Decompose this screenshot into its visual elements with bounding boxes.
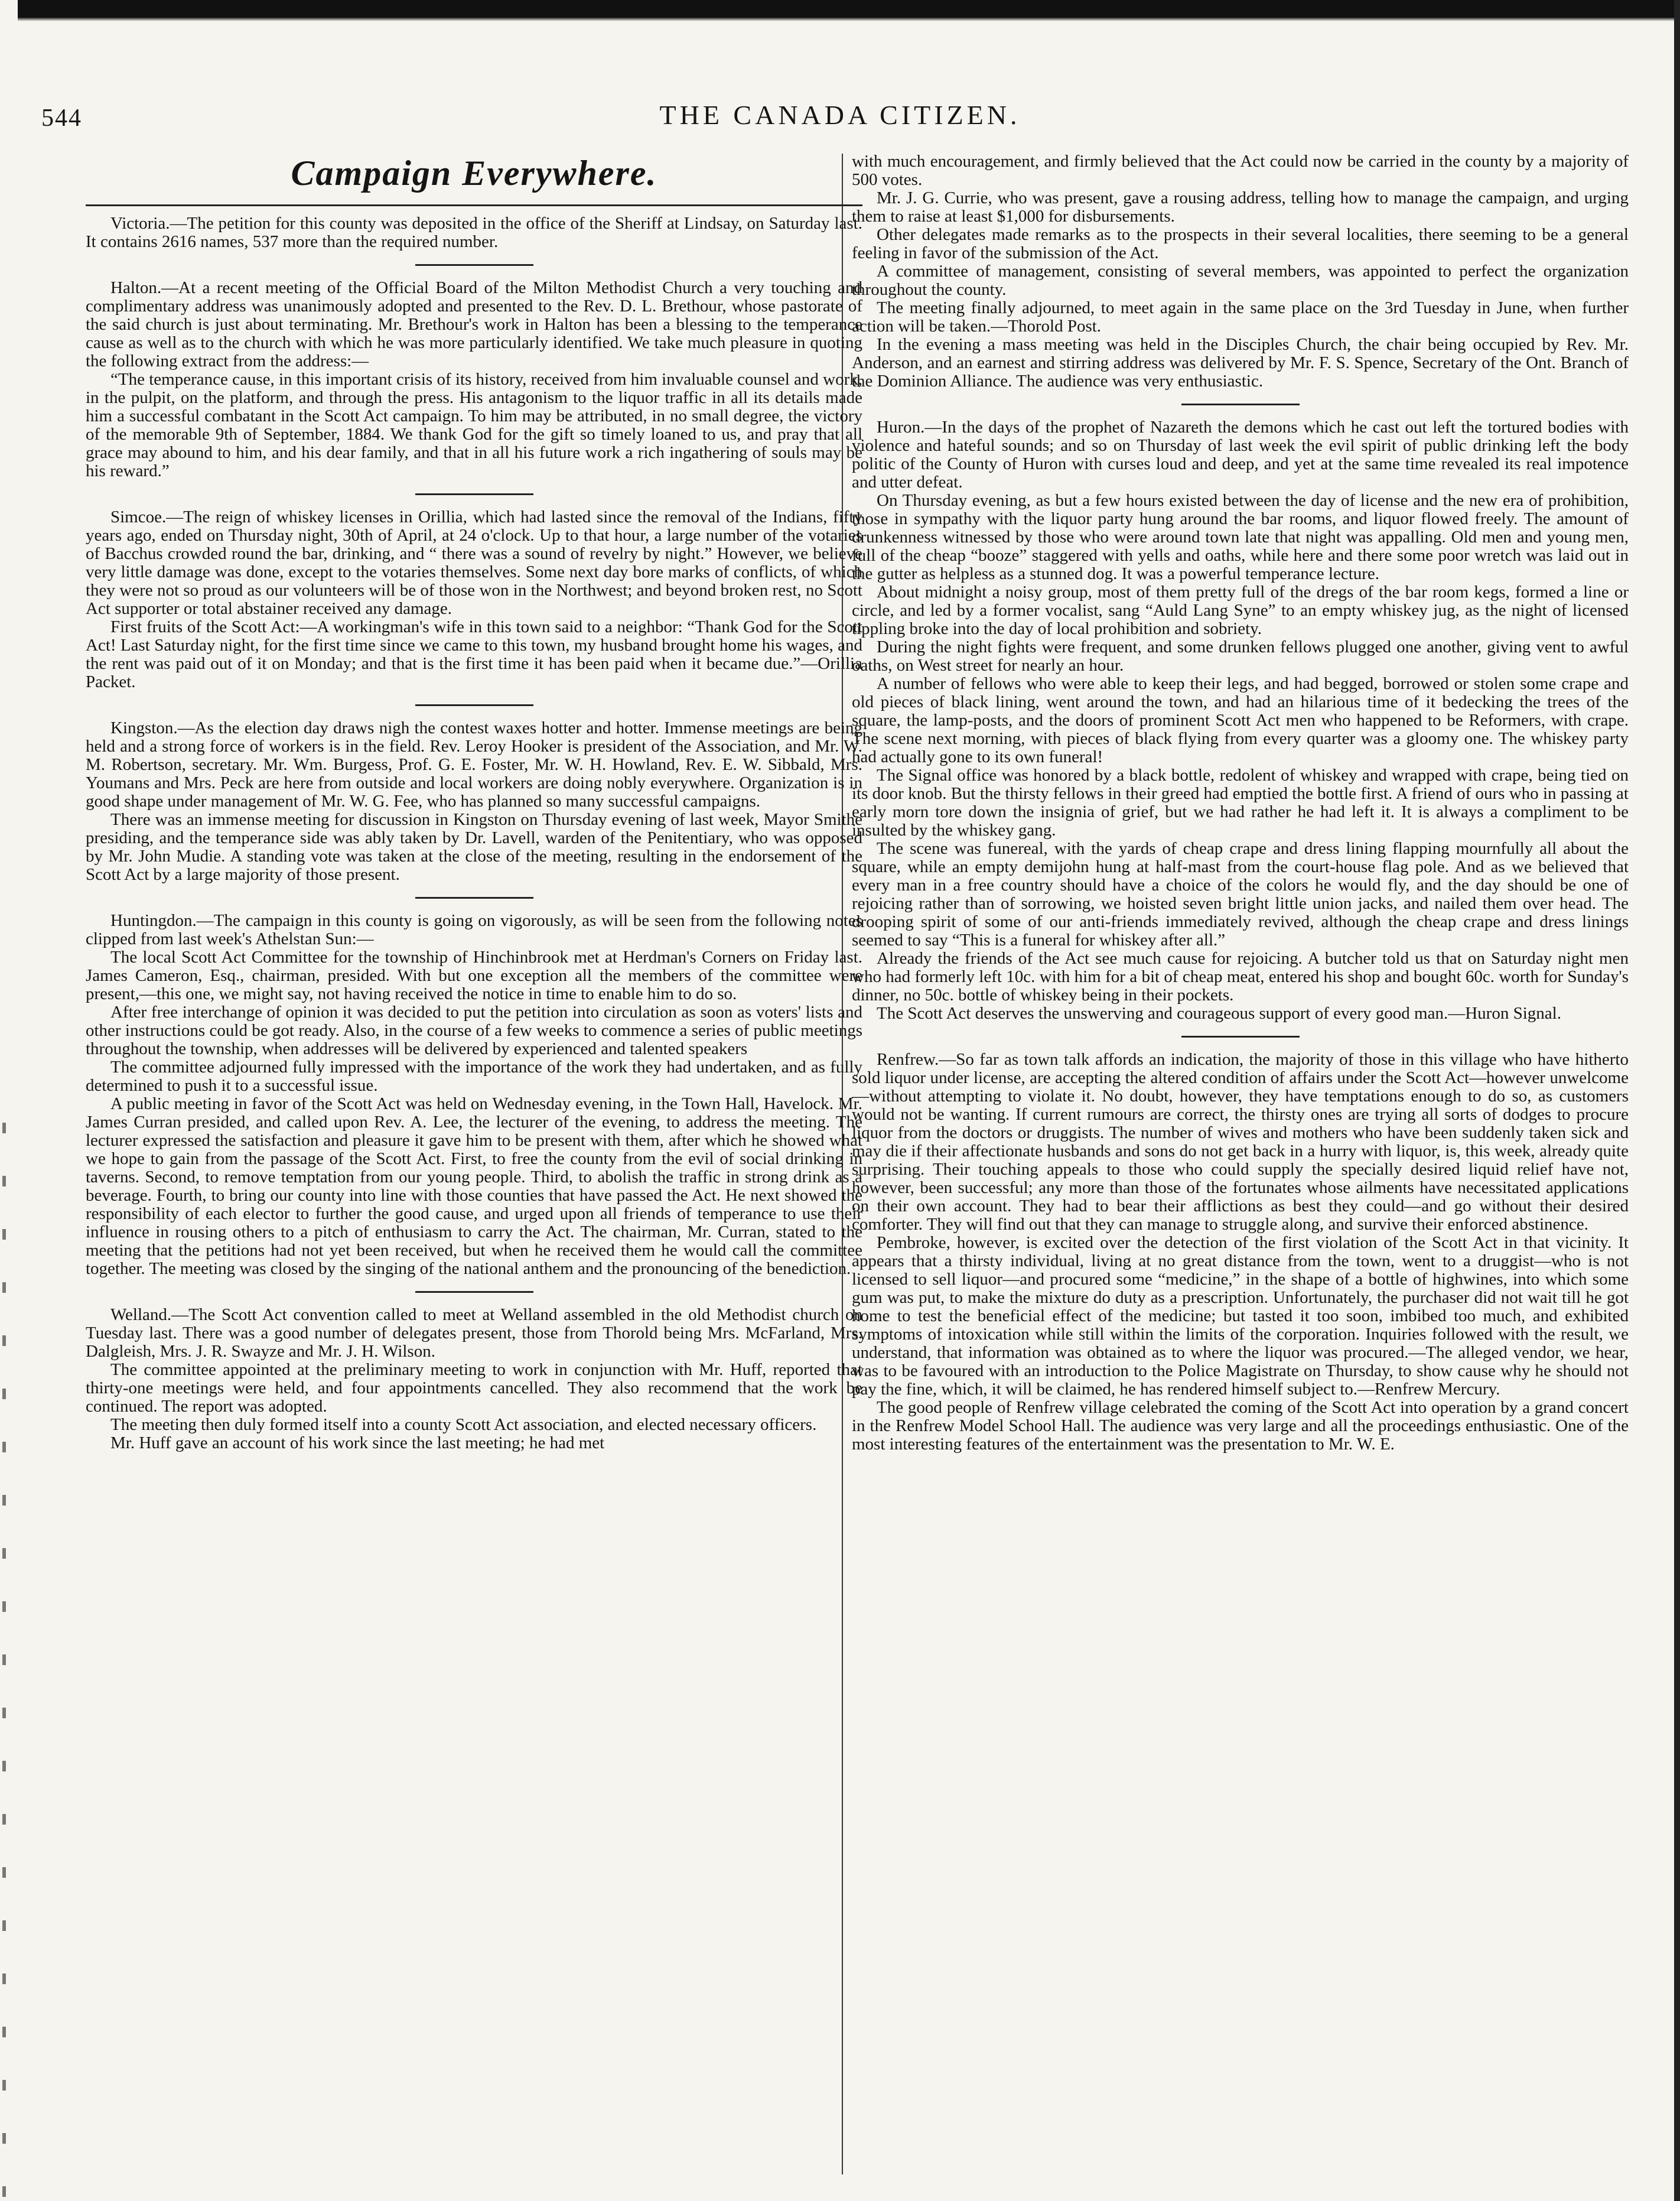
scan-top-border [18, 0, 1680, 18]
section-rule [415, 493, 533, 495]
section-kingston [86, 719, 862, 884]
paragraph: The committee adjourned fully impressed with the importance of the work they had undertaken, and as fully determined to push it to a successful issue. [86, 1058, 862, 1095]
paragraph: First fruits of the Scott Act:—A workingman's wife in this town said to a neighbor: “Thank God for the Scott Act! Last Saturday night, for the first time since we came to this town, my husband brought home his wages, and the rent was paid out of it on Monday; and that is the first time it has been paid when it became due.”—Orillia Packet. [86, 617, 862, 691]
paragraph: The committee appointed at the preliminary meeting to work in conjunction with Mr. Huff, reported that thirty-one meetings were held, and four appointments cancelled. They also recommend that the work be continued. The report was adopted. [86, 1360, 862, 1416]
paragraph: Victoria.—The petition for this county was deposited in the office of the Sheriff at Lindsay, on Saturday last. It contains 2616 names, 537 more than the required number. [86, 214, 862, 251]
paragraph: Simcoe.—The reign of whiskey licenses in Orillia, which had lasted since the removal of the Indians, fifty years ago, ended on Thursday night, 30th of April, at 24 o'clock. Up to that hour, a large number of the votaries of Bacchus crowded round the bar, drinking, and “ there was a sound of revelry by night.” However, we believe very little damage was done, except to the votaries themselves. Some next day bore marks of conflicts, of which they were not so proud as our volunteers will be of those won in the Northwest; and beyond broken rest, no Scott Act supporter or total abstainer received any damage. [86, 508, 862, 618]
section-renfrew [852, 1051, 1629, 1454]
paragraph: After free interchange of opinion it was decided to put the petition into circulation as soon as voters' lists and other instructions could be got ready. Also, in the course of a few weeks to commence a series of public meetings throughout the township, when addresses will be delivered by experienced and talented speakers [86, 1003, 862, 1058]
section-rule [415, 264, 533, 266]
paragraph: A public meeting in favor of the Scott Act was held on Wednesday evening, in the Town Hall, Havelock. Mr. James Curran presided, and called upon Rev. A. Lee, the lecturer of the evening, to address the meeting. The lecturer expressed the satisfaction and pleasure it gave him to be present with them, after which he showed what we hope to gain from the passage of the Scott Act. First, to free the county from the evil of social drinking in taverns. Second, to remove temptation from our young people. Third, to abolish the traffic in strong drink as a beverage. Fourth, to bring our county into line with those counties that have passed the Act. He next showed the responsibility of each elector to further the good cause, and urged upon all friends of temperance to use their influence in rousing others to a pitch of enthusiasm to carry the Act. The chairman, Mr. Curran, stated to the meeting that the petitions had not yet been received, but when he received them he would call the committee together. The meeting was closed by the singing of the national anthem and the pronouncing of the benediction. [86, 1094, 862, 1278]
section-rule [415, 897, 533, 899]
paragraph: The Signal office was honored by a black bottle, redolent of whiskey and wrapped with crape, being tied on its door knob. But the thirsty fellows in their greed had emptied the bottle first. A friend of ours who in passing at early morn tore down the insignia of grief, but we had rather he had left it. It is always a compliment to be insulted by the whiskey gang. [852, 766, 1629, 840]
section-rule [415, 704, 533, 706]
section-victoria [86, 214, 862, 251]
paragraph: During the night fights were frequent, and some drunken fellows plugged one another, giving vent to awful oaths, on West street for nearly an hour. [852, 638, 1629, 675]
paragraph: The Scott Act deserves the unswerving and courageous support of every good man.—Huron Signal. [877, 1004, 1561, 1023]
paragraph: About midnight a noisy group, most of them pretty full of the dregs of the bar room kegs, formed a line or circle, and led by a former vocalist, sang “Auld Lang Syne” to an empty whiskey jug, as the night of licensed tippling broke into the day of local prohibition and sobriety. [852, 583, 1629, 638]
paragraph: The local Scott Act Committee for the township of Hinchinbrook met at Herdman's Corners on Friday last. James Cameron, Esq., chairman, presided. With but one exception all the members of the committee were present,—this one, we might say, not having received the notice in time to enable him to do so. [86, 948, 862, 1003]
paragraph: The meeting finally adjourned, to meet again in the same place on the 3rd Tuesday in June, when further action will be taken.—Thorold Post. [852, 298, 1629, 336]
paragraph: There was an immense meeting for discussion in Kingston on Thursday evening of last week, Mayor Smithe presiding, and the temperance side was ably taken by Dr. Lavell, warden of the Penitentiary, who was opposed by Mr. John Mudie. A standing vote was taken at the close of the meeting, resulting in the endorsement of the Scott Act by a large majority of those present. [86, 810, 862, 884]
paragraph: Halton.—At a recent meeting of the Official Board of the Milton Methodist Church a very touching and complimentary address was unanimously adopted and presented to the Rev. D. L. Brethour, whose pastorate of the said church is just about terminating. Mr. Brethour's work in Halton has been a blessing to the temperance cause as well as to the church with which he was more particularly identified. We take much pleasure in quoting the following extract from the address:— [86, 278, 862, 370]
paragraph: Huron.—In the days of the prophet of Nazareth the demons which he cast out left the tortured bodies with violence and hateful sounds; and so on Thursday of last week the evil spirit of public drinking left the body politic of the County of Huron with curses loud and deep, and yet at the same time revealed its real impotence and utter defeat. [852, 418, 1629, 492]
scan-left-edge-marks [2, 1123, 6, 2198]
paragraph: Already the friends of the Act see much cause for rejoicing. A butcher told us that on Saturday night men who had formerly left 10c. with him for a bit of cheap meat, entered his shop and bought 60c. worth for Sunday's dinner, no 50c. bottle of whiskey being in their pockets. [852, 949, 1629, 1004]
left-column [86, 152, 862, 1452]
section-welland-continued [852, 152, 1629, 391]
paragraph: The scene was funereal, with the yards of cheap crape and dress lining flapping mournfully all about the square, while an empty demijohn hung at half-mast from the court-house flag pole. And as we believed that every man in a free country should have a choice of the colors he would fly, and the day should be one of rejoicing rather than of sorrowing, we hoisted seven bright little union jacks, and nailed them over head. The drooping spirit of some of our anti-friends immediately revived, although the cheap crape and dress linings seemed to say “This is a funeral for whiskey after all.” [852, 839, 1629, 950]
scan-right-edge [1674, 0, 1680, 2201]
section-simcoe [86, 508, 862, 691]
paragraph: A committee of management, consisting of several members, was appointed to perfect the organization throughout the county. [852, 262, 1629, 299]
article-title: Campaign Everywhere. [291, 154, 657, 193]
paragraph: On Thursday evening, as but a few hours existed between the day of license and the new era of prohibition, those in sympathy with the liquor party hung around the bar rooms, and liquor flowed freely. The amount of drunkenness witnessed by those who were around town late that night was appalling. Old men and young men, full of the cheap “booze” staggered with yells and oaths, while here and there some poor wretch was laid out in the gutter as helpless as a stunned dog. It was a powerful temperance lecture. [852, 491, 1629, 583]
running-head: THE CANADA CITIZEN. [659, 100, 1021, 130]
section-huron [852, 418, 1629, 1023]
paragraph: The good people of Renfrew village celebrated the coming of the Scott Act into operation by a grand concert in the Renfrew Model School Hall. The audience was very large and all the proceedings enthusiastic. One of the most interesting features of the entertainment was the presentation to Mr. W. E. [852, 1398, 1629, 1454]
paragraph: with much encouragement, and firmly believed that the Act could now be carried in the county by a majority of 500 votes. [852, 152, 1629, 189]
paragraph: Welland.—The Scott Act convention called to meet at Welland assembled in the old Methodist church on Tuesday last. There was a good number of delegates present, those from Thorold being Mrs. McFarland, Mrs. Dalgleish, Mrs. J. R. Swayze and Mr. J. H. Wilson. [86, 1305, 862, 1361]
section-rule [415, 1291, 533, 1293]
section-welland [86, 1306, 862, 1452]
title-rule [86, 204, 862, 206]
section-rule [1181, 404, 1300, 405]
paragraph: The meeting then duly formed itself into a county Scott Act association, and elected necessary officers. [110, 1415, 817, 1434]
paragraph: Huntingdon.—The campaign in this county is going on vigorously, as will be seen from the following notes clipped from last week's Athelstan Sun:— [86, 911, 862, 948]
paragraph: Mr. J. G. Currie, who was present, gave a rousing address, telling how to manage the campaign, and urging them to raise at least $1,000 for disbursements. [852, 188, 1629, 226]
paragraph: In the evening a mass meeting was held in the Disciples Church, the chair being occupied by Rev. Mr. Anderson, and an earnest and stirring address was delivered by Mr. F. S. Spence, Secretary of the Ont. Branch of the Dominion Alliance. The audience was very enthusiastic. [852, 335, 1629, 391]
paragraph: Pembroke, however, is excited over the detection of the first violation of the Scott Act in that vicinity. It appears that a thirsty individual, living at no great distance from the town, went to a druggist—who is not licensed to sell liquor—and procured some “medicine,” in the shape of a bottle of highwines, into which some gum was put, to make the mixture do duty as a prescription. Unfortunately, the purchaser did not wait till he got home to test the beneficial effect of the medicine; but tasted it too soon, imbibed too much, and exhibited symptoms of intoxication while still within the limits of the corporation. Inquiries followed with the result, we understand, that information was obtained as to where the liquor was procured.—The alleged vendor, we hear, was to be favoured with an introduction to the Police Magistrate on Thursday, to show cause why he should not pay the fine, which, it will be claimed, he has rendered himself subject to.—Renfrew Mercury. [852, 1233, 1629, 1399]
section-halton [86, 279, 862, 480]
paragraph: Other delegates made remarks as to the prospects in their several localities, there seeming to be a general feeling in favor of the submission of the Act. [852, 225, 1629, 262]
section-rule [1181, 1036, 1300, 1038]
paragraph: Renfrew.—So far as town talk affords an indication, the majority of those in this village who have hitherto sold liquor under license, are accepting the altered condition of affairs under the Scott Act—however unwelcome—without attempting to violate it. No doubt, however, they have temptations enough to do so, as customers would not be wanting. If current rumours are correct, the thirsty ones are trying all sorts of dodges to procure liquor from the doctors or druggists. The number of wives and mothers who have been suddenly taken sick and may die if their affectionate husbands and sons do not get back in a hurry with liquor, is, this week, already quite surprising. Their touching appeals to those who could supply the specially desired liquid relief have not, however, been successful; any more than those of the fortunates whose ailments have necessitated applications on their own account. They had to bear their afflictions as best they could—and go without their desired comforter. They will find out that they can manage to struggle along, and survive their enforced abstinence. [852, 1050, 1629, 1234]
right-column [852, 152, 1629, 1454]
paragraph: Kingston.—As the election day draws nigh the contest waxes hotter and hotter. Immense meetings are being held and a strong force of workers is in the field. Rev. Leroy Hooker is president of the Association, and Mr. W. M. Robertson, secretary. Mr. Wm. Burgess, Prof. G. E. Foster, Mr. W. H. Howland, Rev. E. W. Sibbald, Mrs. Youmans and Mrs. Peck are here from outside and local workers are doing nobly everywhere. Organization is in good shape under management of Mr. W. G. Fee, who has planned so many successful campaigns. [86, 719, 862, 811]
page-number: 544 [41, 105, 82, 132]
section-huntingdon [86, 912, 862, 1278]
paragraph: Mr. Huff gave an account of his work since the last meeting; he had met [110, 1433, 605, 1452]
page-header [0, 99, 1680, 135]
quoted-address: “The temperance cause, in this important crisis of its history, received from him invaluable counsel and work, in the pulpit, on the platform, and through the press. His antagonism to the liquor traffic in all its details made him a successful combatant in the Scott Act campaign. To him may be attributed, in no small degree, the victory of the memorable 9th of September, 1884. We thank God for the gift so timely loaned to us, and pray that all grace may abound to him, and his dear family, and that in all his future work a rich ingathering of souls may be his reward.” [86, 370, 862, 480]
paragraph: A number of fellows who were able to keep their legs, and had begged, borrowed or stolen some crape and old pieces of black lining, went around the town, and had an hilarious time of it bedecking the trees of the square, the lamp-posts, and the doors of prominent Scott Act men who happened to be Reformers, with crape. The scene next morning, with pieces of black flying from every quarter was a gloomy one. The whiskey party had actually gone to its own funeral! [852, 674, 1629, 766]
